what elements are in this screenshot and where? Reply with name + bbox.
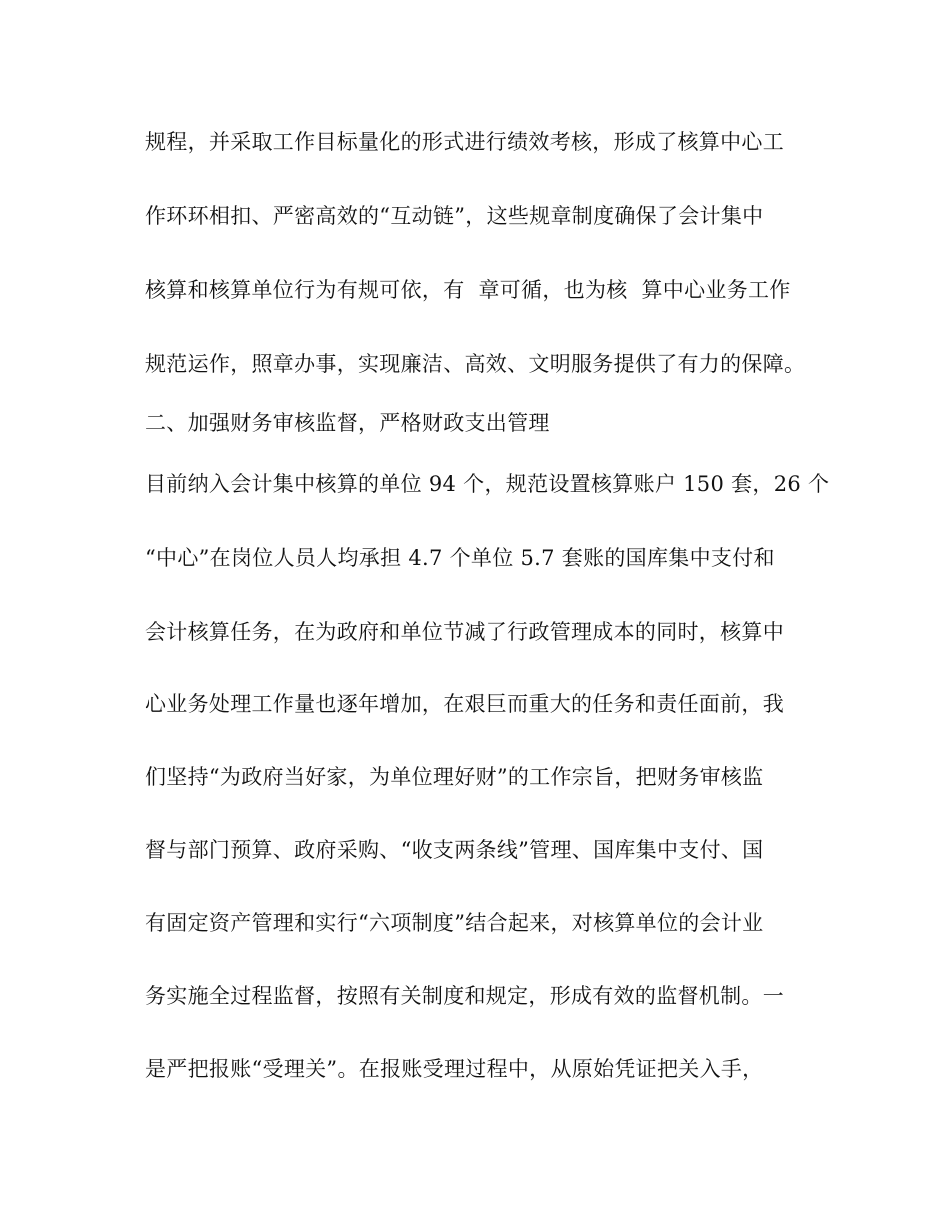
paragraph-line: 是严把报账“受理关”。在报账受理过程中，从原始凭证把关入手， bbox=[145, 1057, 764, 1081]
paragraph-line: 目前纳入会计集中核算的单位 94 个，规范设置核算账户 150 套，26 个 bbox=[145, 472, 830, 496]
paragraph-line: 务实施全过程监督，按照有关制度和规定，形成有效的监督机制。一 bbox=[145, 984, 784, 1008]
paragraph-line: “中心”在岗位人员人均承担 4.7 个单位 5.7 套账的国库集中支付和 bbox=[145, 546, 775, 570]
paragraph-line: 心业务处理工作量也逐年增加，在艰巨而重大的任务和责任面前，我 bbox=[145, 692, 784, 716]
paragraph-line: 规程，并采取工作目标量化的形式进行绩效考核，形成了核算中心工 bbox=[145, 130, 784, 154]
paragraph-line: 作环环相扣、严密高效的“互动链”，这些规章制度确保了会计集中 bbox=[145, 204, 764, 228]
paragraph-line: 们坚持“为政府当好家，为单位理好财”的工作宗旨，把财务审核监 bbox=[145, 765, 764, 789]
paragraph-line: 核算和核算单位行为有规可依，有 章可循，也为核 算中心业务工作 bbox=[145, 278, 791, 302]
paragraph-line: 会计核算任务，在为政府和单位节减了行政管理成本的同时，核算中 bbox=[145, 620, 784, 644]
paragraph-line: 督与部门预算、政府采购、“收支两条线”管理、国库集中支付、国 bbox=[145, 838, 764, 862]
paragraph-line: 规范运作，照章办事，实现廉洁、高效、文明服务提供了有力的保障。 bbox=[145, 352, 806, 376]
section-heading: 二、加强财务审核监督，严格财政支出管理 bbox=[145, 411, 550, 435]
paragraph-line: 有固定资产管理和实行“六项制度”结合起来，对核算单位的会计业 bbox=[145, 911, 764, 935]
